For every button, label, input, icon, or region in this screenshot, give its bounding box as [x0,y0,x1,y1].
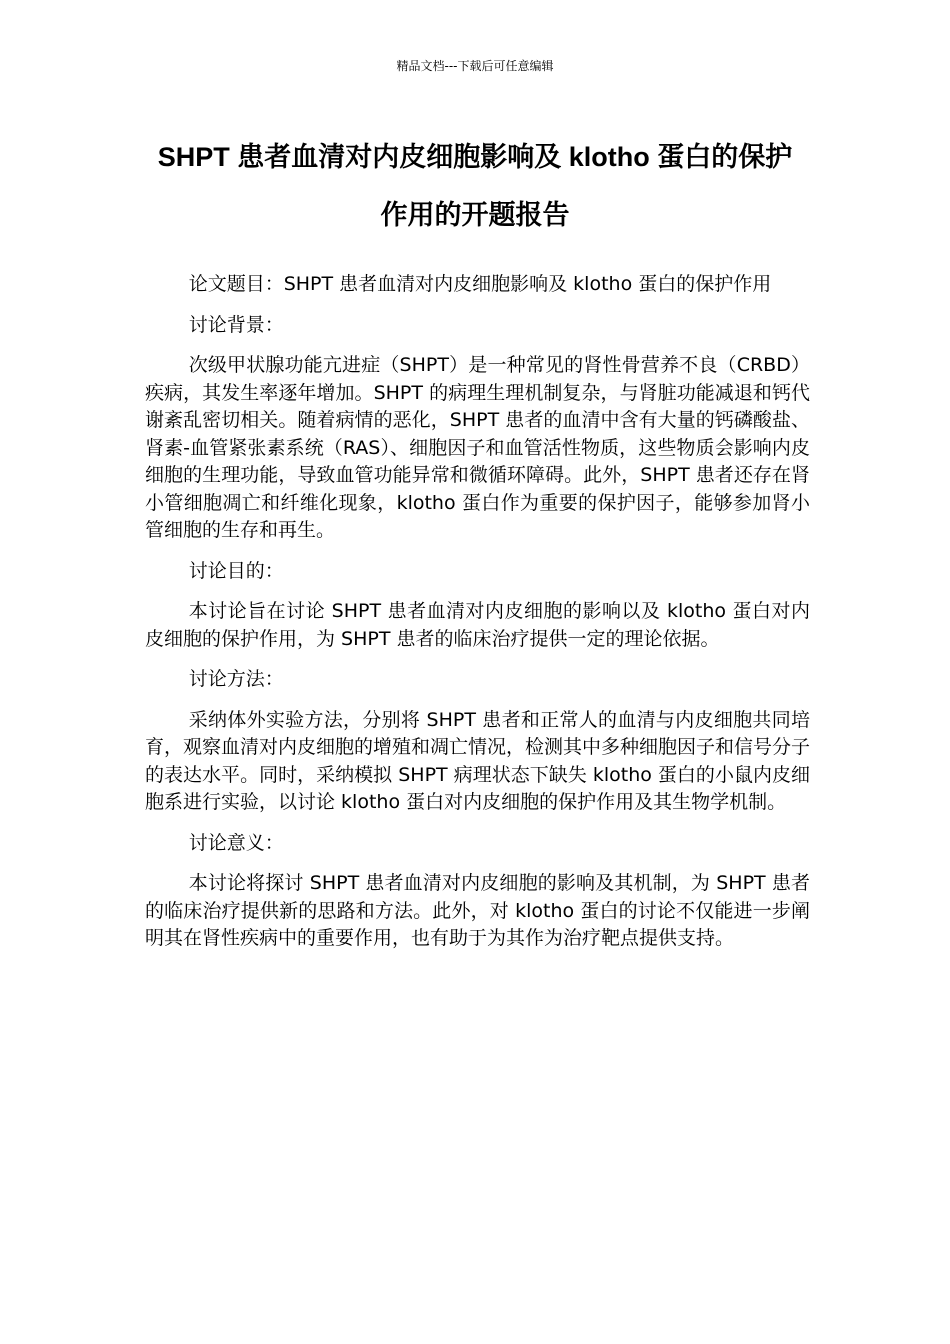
purpose-heading: 讨论目的： [188,559,284,582]
background-paragraph: 次级甲状腺功能亢进症（SHPT）是一种常见的肾性骨营养不良（CRBD）疾病，其发生率逐年增加。SHPT 的病理生理机制复杂，与肾脏功能减退和钙代谢紊乱密切相关。随着病情的恶化，SHPT 患者的血清中含有大量的钙磷酸盐、肾素-血管紧张素系统（RAS）、细胞因子和血管活性物质，这些物质会影响内皮细胞的生理功能，导致血管功能异常和微循环障碍。此外，SHPT 患者还存在肾小管细胞凋亡和纤维化现象，klotho 蛋白作为重要的保护因子，能够参加肾小管细胞的生存和再生。 [145,354,810,541]
purpose-paragraph: 本讨论旨在讨论 SHPT 患者血清对内皮细胞的影响以及 klotho 蛋白对内皮细胞的保护作用，为 SHPT 患者的临床治疗提供一定的理论依据。 [145,600,810,650]
thesis-topic-paragraph: 论文题目：SHPT 患者血清对内皮细胞影响及 klotho 蛋白的保护作用 [188,273,772,295]
document-title [120,128,830,244]
method-heading: 讨论方法： [188,668,284,690]
document-body [145,271,810,966]
significance-paragraph: 本讨论将探讨 SHPT 患者血清对内皮细胞的影响及其机制，为 SHPT 患者的临床治疗提供新的思路和方法。此外，对 klotho 蛋白的讨论不仅能进一步阐明其在肾性疾病中的重要作用，也有助于为其作为治疗靶点提供支持。 [145,872,810,949]
header-note: 精品文档---下载后可任意编辑 [396,59,554,73]
background-heading: 讨论背景： [188,313,284,336]
method-paragraph: 采纳体外实验方法，分别将 SHPT 患者和正常人的血清与内皮细胞共同培育，观察血清对内皮细胞的增殖和凋亡情况，检测其中多种细胞因子和信号分子的表达水平。同时，采纳模拟 SHPT 病理状态下缺失 klotho 蛋白的小鼠内皮细胞系进行实验，以讨论 klotho 蛋白对内皮细胞的保护作用及其生物学机制。 [145,708,811,813]
significance-heading: 讨论意义： [188,831,284,854]
title-line-2: 作用的开题报告 [380,200,570,230]
title-line-1: SHPT 患者血清对内皮细胞影响及 klotho 蛋白的保护 [157,142,793,172]
